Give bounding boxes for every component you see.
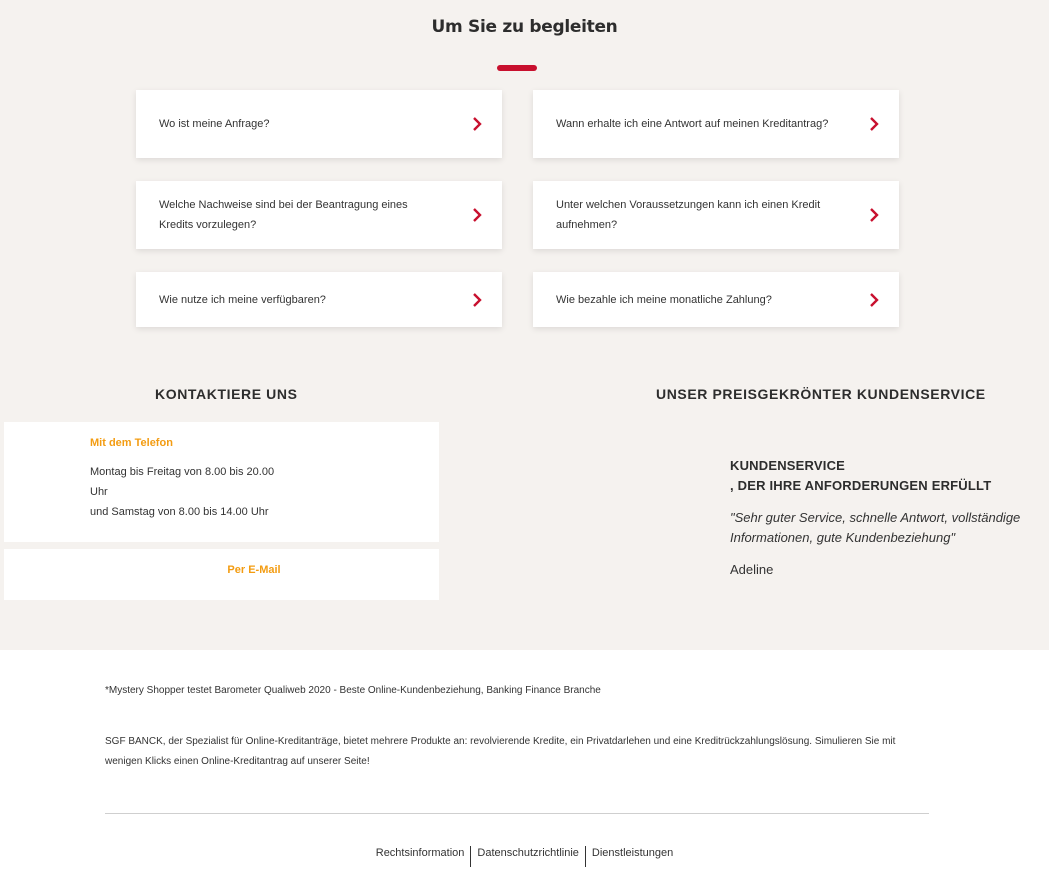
chevron-right-icon	[865, 115, 883, 133]
chevron-right-icon	[468, 115, 486, 133]
chevron-right-icon	[468, 206, 486, 224]
footer-divider	[105, 813, 929, 814]
service-award-title	[730, 456, 991, 496]
services-link[interactable]: Dienstleistungen	[591, 847, 674, 859]
faq-question: Wie bezahle ich meine monatliche Zahlung?	[556, 293, 772, 306]
faq-question: Wie nutze ich meine verfügbaren?	[159, 293, 326, 306]
title-accent-bar	[497, 65, 537, 71]
phone-contact-card	[4, 422, 439, 542]
faq-card-use-available[interactable]	[136, 272, 502, 327]
email-contact-card[interactable]	[4, 549, 439, 600]
faq-question: Wo ist meine Anfrage?	[159, 118, 270, 130]
faq-card-response-time[interactable]	[533, 90, 899, 158]
footer-award-note: *Mystery Shopper testet Barometer Qualiweb 2020 - Beste Online-Kundenbeziehung, Banking Finance Branche	[105, 685, 601, 696]
phone-hours-weekdays: Montag bis Freitag von 8.00 bis 20.00	[90, 466, 275, 478]
faq-question: Wann erhalte ich eine Antwort auf meinen Kreditantrag?	[556, 118, 829, 130]
faq-card-loan-requirements[interactable]	[533, 181, 899, 249]
phone-hours-saturday: und Samstag von 8.00 bis 14.00 Uhr	[90, 506, 269, 518]
faq-card-monthly-payment[interactable]	[533, 272, 899, 327]
footer-description: SGF BANCK, der Spezialist für Online-Kreditanträge, bietet mehrere Produkte an: revolvierende Kredite, ein Privatdarlehen und eine Kreditrückzahlungslösung. Simulieren Sie mit wenigen Klicks einen Online-Kreditantrag auf unserer Seite!	[105, 736, 896, 767]
service-title-line: , DER IHRE ANFORDERUNGEN ERFÜLLT	[730, 478, 992, 493]
testimonial-author: Adeline	[730, 562, 774, 577]
legal-info-link[interactable]: Rechtsinformation	[375, 847, 465, 859]
privacy-policy-link[interactable]: Datenschutzrichtlinie	[477, 847, 579, 859]
chevron-right-icon	[865, 206, 883, 224]
faq-card-required-documents[interactable]	[136, 181, 502, 249]
faq-question: Unter welchen Voraussetzungen kann ich einen Kredit aufnehmen?	[556, 199, 821, 231]
service-heading: UNSER PREISGEKRÖNTER KUNDENSERVICE	[656, 386, 986, 402]
phone-contact-title: Mit dem Telefon	[90, 437, 173, 449]
phone-hours	[90, 462, 290, 522]
footer-links	[0, 843, 1049, 867]
email-contact-link[interactable]: Per E-Mail	[227, 564, 281, 576]
faq-card-request-status[interactable]	[136, 90, 502, 158]
customer-testimonial: "Sehr guter Service, schnelle Antwort, vollständige Informationen, gute Kundenbeziehung"	[730, 510, 1021, 545]
chevron-right-icon	[468, 291, 486, 309]
service-title-line: KUNDENSERVICE	[730, 458, 846, 473]
section-title: Um Sie zu begleiten	[431, 17, 618, 37]
contact-heading: KONTAKTIERE UNS	[155, 386, 298, 402]
faq-question: Welche Nachweise sind bei der Beantragung eines Kredits vorzulegen?	[159, 199, 408, 231]
phone-hours-weekdays-end: Uhr	[90, 486, 108, 498]
chevron-right-icon	[865, 291, 883, 309]
